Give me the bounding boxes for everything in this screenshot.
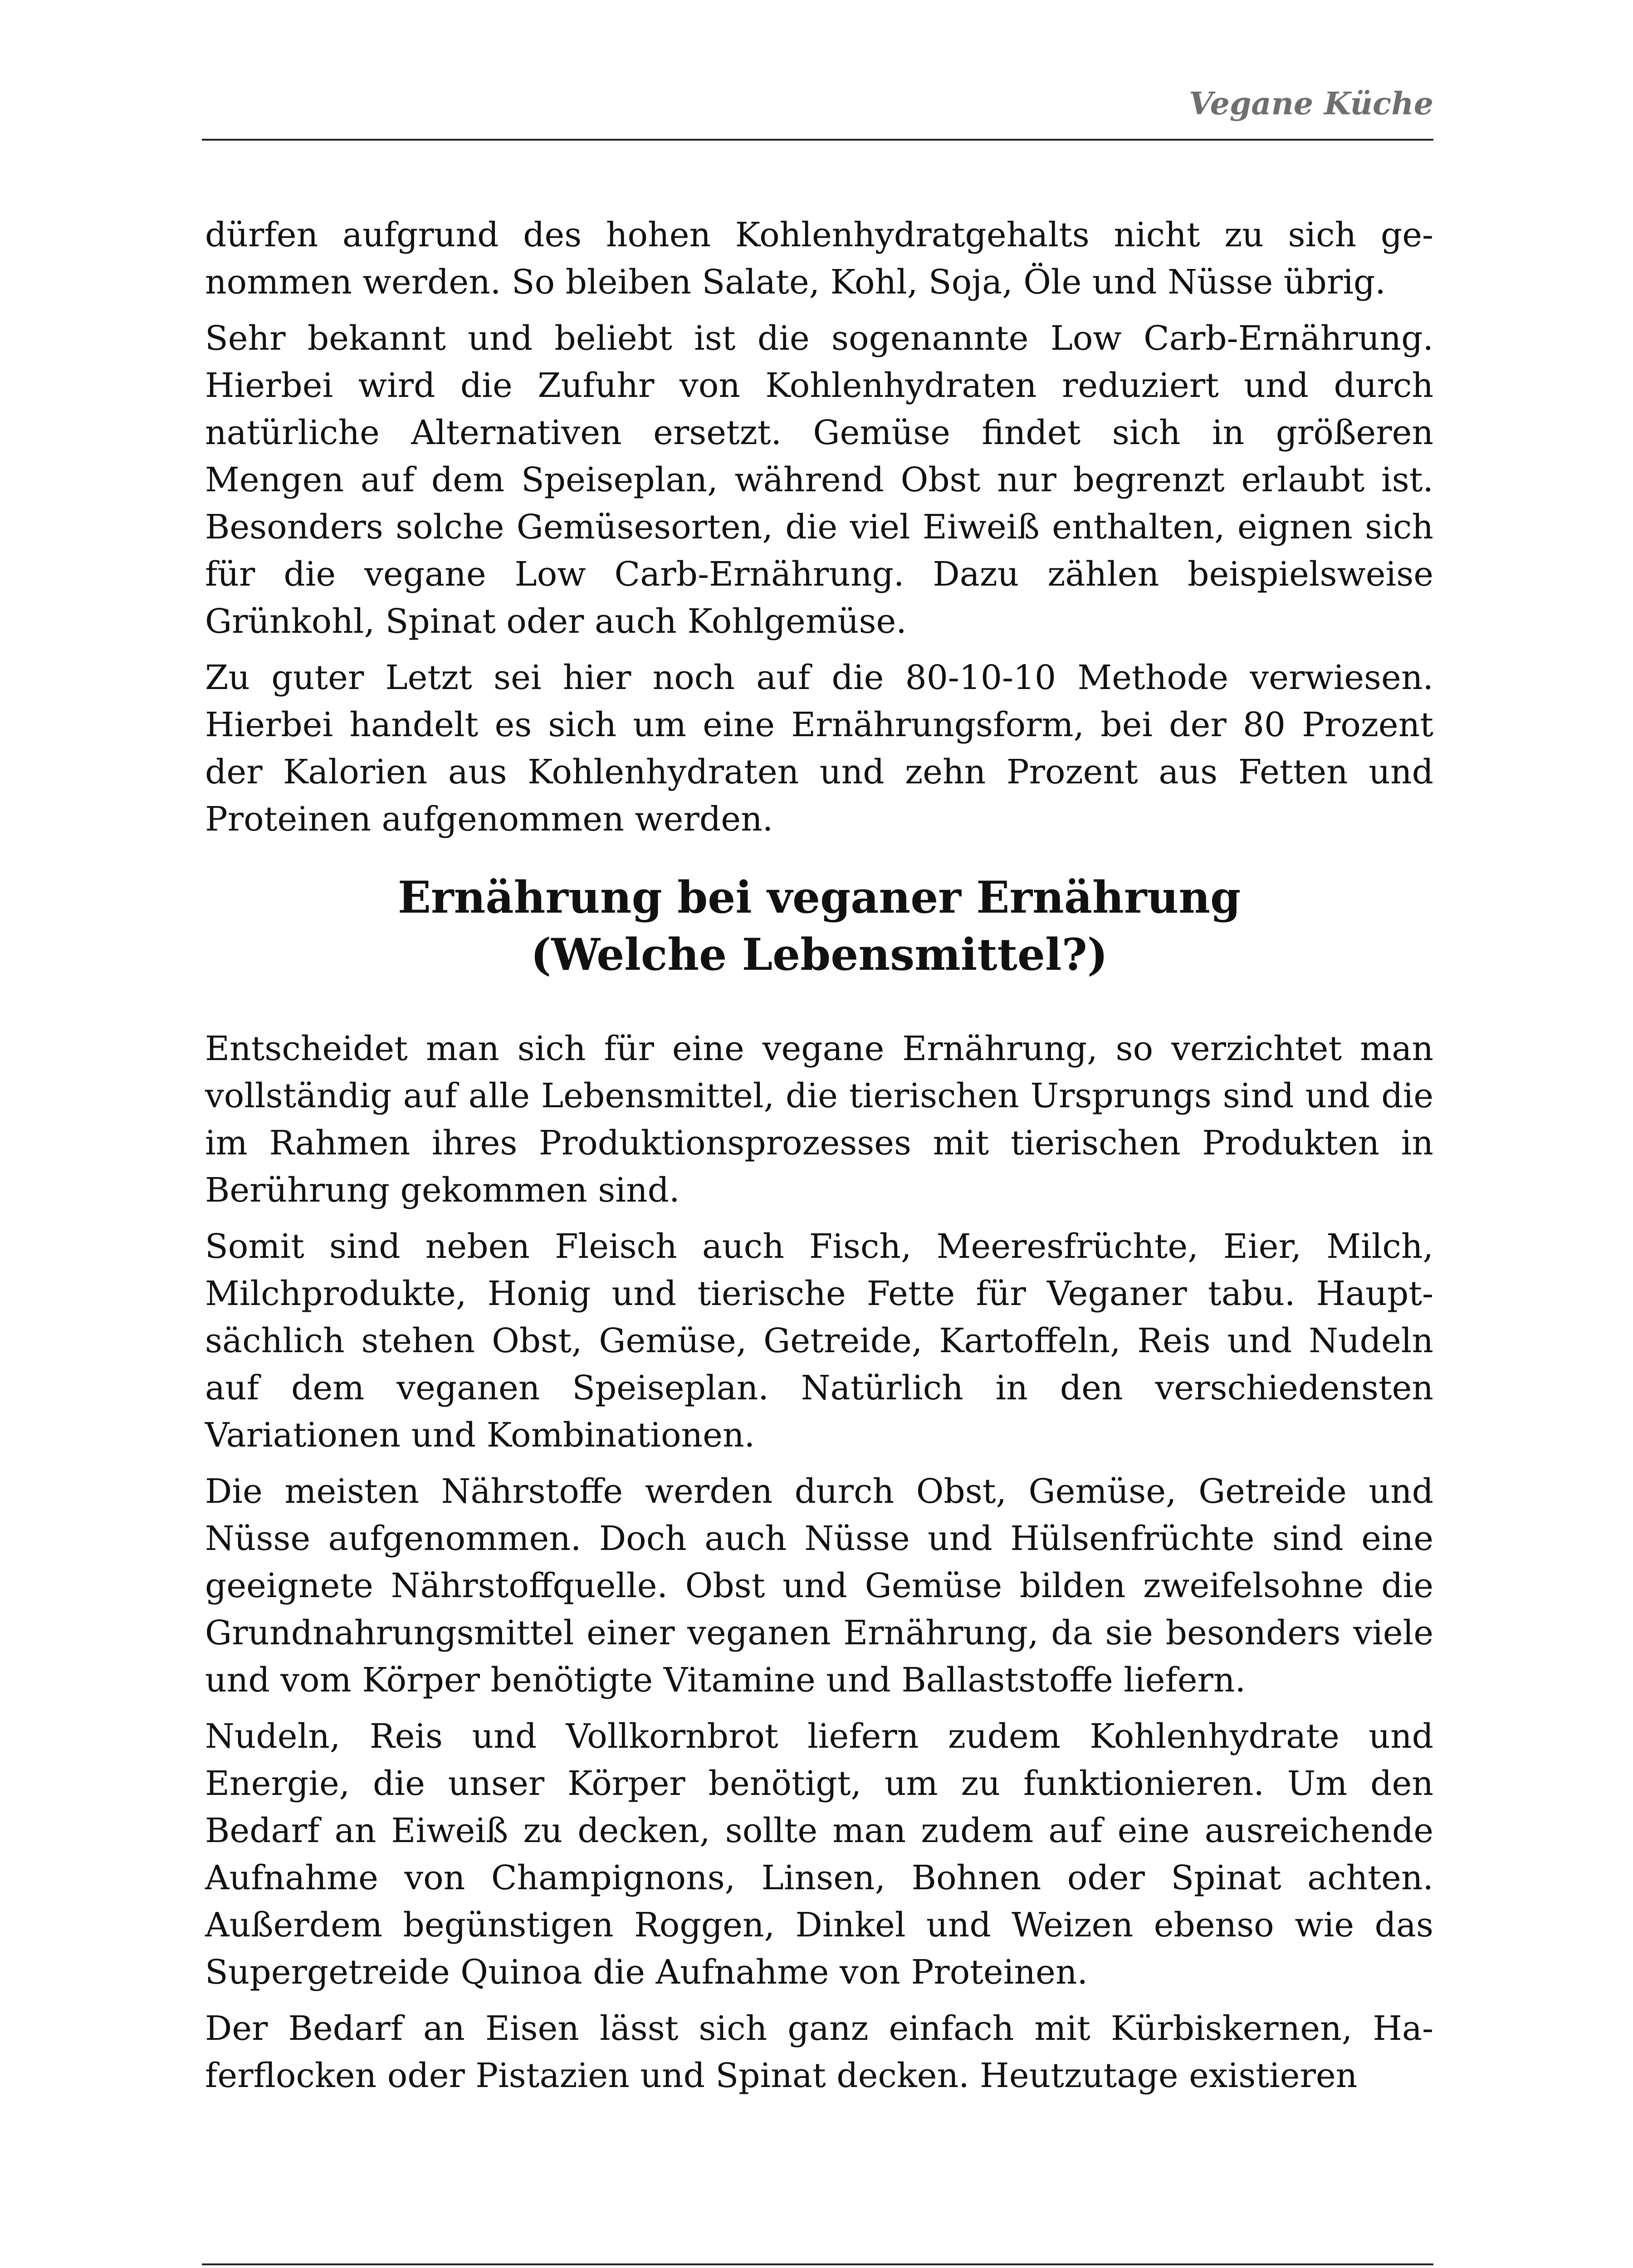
paragraph: Entscheidet man sich für eine vegane Ernährung, so verzichtet man vollständig auf alle Lebensmittel, die tierischen Ursprungs sind und die im Rahmen ihres Produktionsprozesses mit tierischen Produkten in Berührung gekommen sind. <box>205 1029 1433 1210</box>
section-heading-line-2: (Welche Lebensmittel?) <box>530 929 1108 980</box>
paragraph: Die meisten Nährstoffe werden durch Obst, Gemüse, Getreide und Nüsse aufgenommen. Doch auch Nüsse und Hülsenfrüchte sind eine geeignete Nährstoffquelle. Obst und Gemüse bilden zweifelsohne die Grundnahrungsmittel einer veganen Ernährung, da sie besonders viele und vom Körper benötigte Vitamine und Ballaststoffe liefern. <box>205 1472 1433 1700</box>
paragraph: dürfen aufgrund des hohen Kohlenhydratgehalts nicht zu sich genommen werden. So bleiben Salate, Kohl, Soja, Öle und Nüsse übrig. <box>205 215 1433 302</box>
section-heading-line-1: Ernährung bei veganer Ernährung <box>397 872 1241 923</box>
running-header-title: Vegane Küche <box>1189 86 1433 122</box>
footer-rule <box>202 2263 1433 2265</box>
paragraph: Der Bedarf an Eisen lässt sich ganz einfach mit Kürbiskernen, Haferflocken oder Pistazien und Spinat decken. Heutzutage existieren <box>205 2009 1433 2095</box>
section-heading <box>205 869 1433 983</box>
header-rule <box>202 139 1433 141</box>
page-content <box>205 211 1433 2108</box>
paragraph: Sehr bekannt und beliebt ist die sogenannte Low Carb-Ernährung. Hierbei wird die Zufuhr von Kohlenhydraten reduziert und durch natürliche Alternativen ersetzt. Gemüse findet sich in größeren Mengen auf dem Speiseplan, während Obst nur begrenzt erlaubt ist. Besonders solche Gemüsesorten, die viel Eiweiß enthalten, eignen sich für die vegane Low Carb-Ernährung. Dazu zählen beispielsweise Grünkohl, Spinat oder auch Kohlgemüse. <box>205 319 1433 641</box>
paragraph: Nudeln, Reis und Vollkornbrot liefern zudem Kohlenhydrate und Energie, die unser Körper benötigt, um zu funktionieren. Um den Bedarf an Eiweiß zu decken, sollte man zudem auf eine ausreichende Aufnahme von Champignons, Linsen, Bohnen oder Spinat achten. Außerdem begünstigen Roggen, Dinkel und Weizen ebenso wie das Supergetreide Quinoa die Aufnahme von Proteinen. <box>205 1717 1433 1992</box>
paragraph: Zu guter Letzt sei hier noch auf die 80-10-10 Methode verwiesen. Hierbei handelt es sich um eine Ernährungsform, bei der 80 Prozent der Kalorien aus Kohlenhydraten und zehn Prozent aus Fetten und Proteinen aufgenommen werden. <box>205 658 1433 839</box>
paragraph: Somit sind neben Fleisch auch Fisch, Meeresfrüchte, Eier, Milch, Milchprodukte, Honig und tierische Fette für Veganer tabu. Hauptsächlich stehen Obst, Gemüse, Getreide, Kartoffeln, Reis und Nudeln auf dem veganen Speiseplan. Natürlich in den verschiedensten Variationen und Kombinationen. <box>205 1227 1433 1455</box>
